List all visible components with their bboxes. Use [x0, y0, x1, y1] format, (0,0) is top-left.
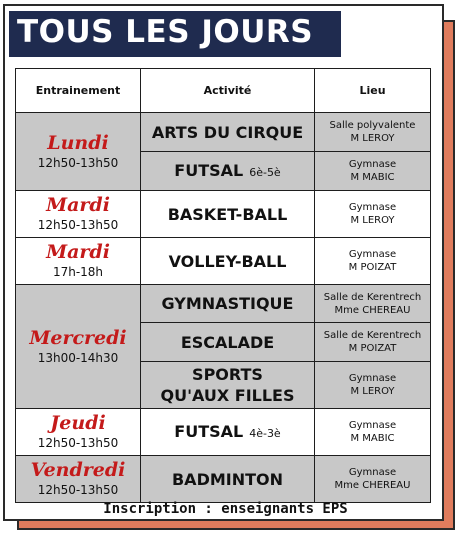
place-label: Salle de Kerentrech: [323, 330, 422, 341]
time-label: 13h00-14h30: [37, 350, 119, 365]
day-label: Mardi: [46, 194, 110, 216]
table-header-row: [16, 69, 431, 113]
title-banner: [9, 11, 341, 57]
place-label: Gymnase: [348, 373, 397, 384]
footer-note: Inscription : enseignants EPS: [103, 501, 348, 517]
table-row: [16, 285, 431, 323]
activity-cell: [141, 409, 315, 456]
day-label: Vendredi: [30, 459, 126, 481]
activity-label: VOLLEY-BALL: [168, 251, 287, 271]
teacher-label: M POIZAT: [348, 343, 397, 354]
time-label: 17h-18h: [52, 265, 104, 279]
table-row: [16, 238, 431, 285]
activity-label: ESCALADE: [180, 332, 275, 352]
table-row: [16, 409, 431, 456]
page-title: TOUS LES JOURS: [17, 14, 314, 50]
activity-cell: [141, 238, 315, 285]
place-cell: [315, 323, 431, 362]
activity-label: BASKET-BALL: [167, 204, 288, 224]
activity-cell: [141, 456, 315, 503]
activity-cell: [141, 152, 315, 191]
time-label: 12h50-13h50: [37, 436, 119, 450]
place-cell: [315, 456, 431, 503]
teacher-label: Mme CHEREAU: [334, 480, 411, 491]
day-cell-mercredi: [16, 285, 141, 409]
time-label: 12h50-13h50: [37, 155, 119, 170]
place-label: Salle polyvalente: [329, 120, 416, 131]
activity-cell: [141, 113, 315, 152]
activity-cell: [141, 323, 315, 362]
level-label: 6è-5è: [249, 165, 281, 179]
place-label: Gymnase: [348, 467, 397, 478]
place-label: Gymnase: [348, 159, 397, 170]
activity-label: ARTS DU CIRQUE: [151, 122, 304, 142]
day-cell-lundi: [16, 113, 141, 191]
teacher-label: M LEROY: [350, 386, 395, 397]
place-cell: [315, 285, 431, 323]
place-cell: [315, 362, 431, 409]
schedule-table: [15, 68, 431, 503]
activity-label: BADMINTON: [171, 469, 284, 489]
table-row: [16, 113, 431, 152]
place-cell: [315, 409, 431, 456]
activity-label: FUTSAL: [174, 421, 244, 441]
place-label: Salle de Kerentrech: [323, 291, 422, 303]
teacher-label: M MABIC: [350, 172, 395, 183]
place-cell: [315, 238, 431, 285]
header-place: Lieu: [315, 69, 431, 113]
day-label: Lundi: [47, 131, 109, 154]
place-label: Gymnase: [348, 202, 397, 213]
teacher-label: M LEROY: [350, 215, 395, 226]
day-cell-vendredi: [16, 456, 141, 503]
activity-label: GYMNASTIQUE: [161, 294, 294, 313]
day-label: Jeudi: [50, 412, 106, 434]
place-label: Gymnase: [348, 420, 397, 431]
schedule-card: [3, 4, 444, 521]
activity-label-line2: QU'AUX FILLES: [160, 386, 295, 405]
day-label: Mardi: [46, 241, 110, 263]
activity-cell: [141, 191, 315, 238]
teacher-label: Mme CHEREAU: [334, 304, 411, 316]
place-cell: [315, 191, 431, 238]
place-cell: [315, 113, 431, 152]
table-row: [16, 456, 431, 503]
time-label: 12h50-13h50: [37, 218, 119, 232]
time-label: 12h50-13h50: [37, 483, 119, 497]
place-cell: [315, 152, 431, 191]
table-row: [16, 191, 431, 238]
header-activity: Activité: [141, 69, 315, 113]
teacher-label: M LEROY: [350, 133, 395, 144]
activity-cell: [141, 362, 315, 409]
day-label: Mercredi: [29, 326, 127, 349]
day-cell-jeudi: [16, 409, 141, 456]
day-cell-mardi: [16, 191, 141, 238]
level-label: 4è-3è: [249, 426, 281, 440]
header-training: Entrainement: [16, 69, 141, 113]
teacher-label: M MABIC: [350, 433, 395, 444]
activity-label: FUTSAL: [174, 160, 244, 180]
activity-label: SPORTS: [192, 365, 263, 384]
place-label: Gymnase: [348, 249, 397, 260]
teacher-label: M POIZAT: [348, 262, 397, 273]
day-cell-mardi-2: [16, 238, 141, 285]
activity-cell: [141, 285, 315, 323]
